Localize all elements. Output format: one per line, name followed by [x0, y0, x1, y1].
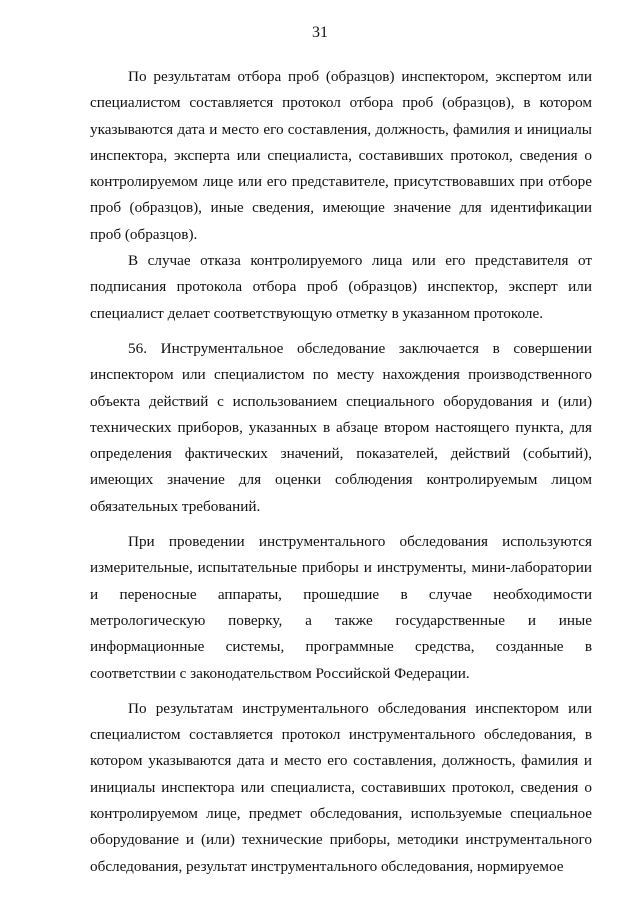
paragraph-instruments-used: При проведении инструментального обследования используются измерительные, испытательные приборы и инструменты, мини-лаборатории и переносные аппараты, прошедшие в случае необходимости метрологическую поверку, а также государственные и иные информационные системы, программные средства, созданные в соответствии с законодательством Российской Федерации. [90, 533, 592, 682]
paragraph-item-56: 56. Инструментальное обследование заключается в совершении инспектором или специалистом по месту нахождения производственного объекта действий с использованием специального оборудования и (или) технических приборов, указанных в абзаце втором настоящего пункта, для определения фактических значений, показателей, действий (событий), имеющих значение для оценки соблюдения контролируемым лицом обязательных требований. [90, 339, 592, 515]
paragraph-refusal-to-sign: В случае отказа контролируемого лица или его представителя от подписания протокола отбора проб (образцов) инспектор, эксперт или специалист делает соответствующую отметку в указанном протоколе. [90, 252, 592, 322]
paragraph-sampling-protocol: По результатам отбора проб (образцов) инспектором, экспертом или специалистом составляется протокол отбора проб (образцов), в котором указываются дата и место его составления, должность, фамилия и инициалы инспектора, эксперта или специалиста, составивших протокол, сведения о контролируемом лице или его представителе, присутствовавших при отборе проб (образцов), иные сведения, имеющие значение для идентификации проб (образцов). [90, 68, 592, 243]
page-body [90, 64, 592, 880]
page-number: 31 [312, 24, 328, 41]
paragraph-instrumental-protocol: По результатам инструментального обследования инспектором или специалистом составляется протокол инструментального обследования, в котором указываются дата и место его составления, должность, фамилия и инициалы инспектора или специалиста, составивших протокол, сведения о контролируемом лице, предмет обследования, используемые специальное оборудование и (или) технические приборы, методики инструментального обследования, результат инструментального обследования, нормируемое [90, 699, 592, 875]
